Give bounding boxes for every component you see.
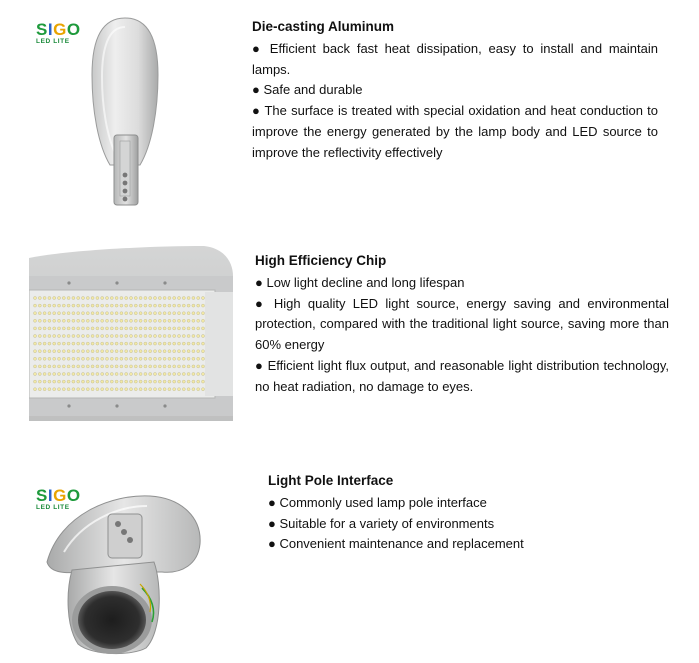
section-text [252, 17, 658, 164]
section-light-pole-interface [0, 460, 699, 663]
section-text [255, 251, 669, 398]
bullet-item: ● Suitable for a variety of environments [268, 515, 495, 531]
section-high-efficiency-chip [0, 240, 699, 425]
lamp-back-image [80, 15, 170, 210]
bullet-item: ● Commonly used lamp pole interface [268, 494, 487, 510]
pole-interface-image [42, 492, 204, 658]
section-heading: Light Pole Interface [268, 473, 394, 488]
bullet-item: ● Efficient back fast heat dissipation, easy to install and maintain lamps. [252, 40, 658, 77]
bullet-item: ● The surface is treated with special oxidation and heat conduction to improve the energy generated by the lamp body and LED source to improve the reflectivity effectively [252, 103, 658, 160]
bullet-item: ● Efficient light flux output, and reasonable light distribution technology, no heat radiation, no damage to eyes. [255, 357, 669, 394]
bullet-item: ● Low light decline and long lifespan [255, 274, 465, 290]
section-text [268, 471, 668, 555]
bullet-item: ● Convenient maintenance and replacement [268, 536, 524, 552]
bullet-item: ● High quality LED light source, energy saving and environmental protection, compared with the traditional light source, saving more than 60% energy [255, 295, 669, 353]
section-heading: High Efficiency Chip [255, 253, 387, 268]
section-heading: Die-casting Aluminum [252, 19, 395, 34]
brand-logo: SIGO LED LITE [36, 20, 81, 45]
bullet-item: ● Safe and durable [252, 82, 363, 98]
led-chip-panel-image [29, 246, 233, 421]
section-die-casting [0, 0, 699, 215]
brand-logo: SIGO LED LITE [36, 486, 81, 511]
